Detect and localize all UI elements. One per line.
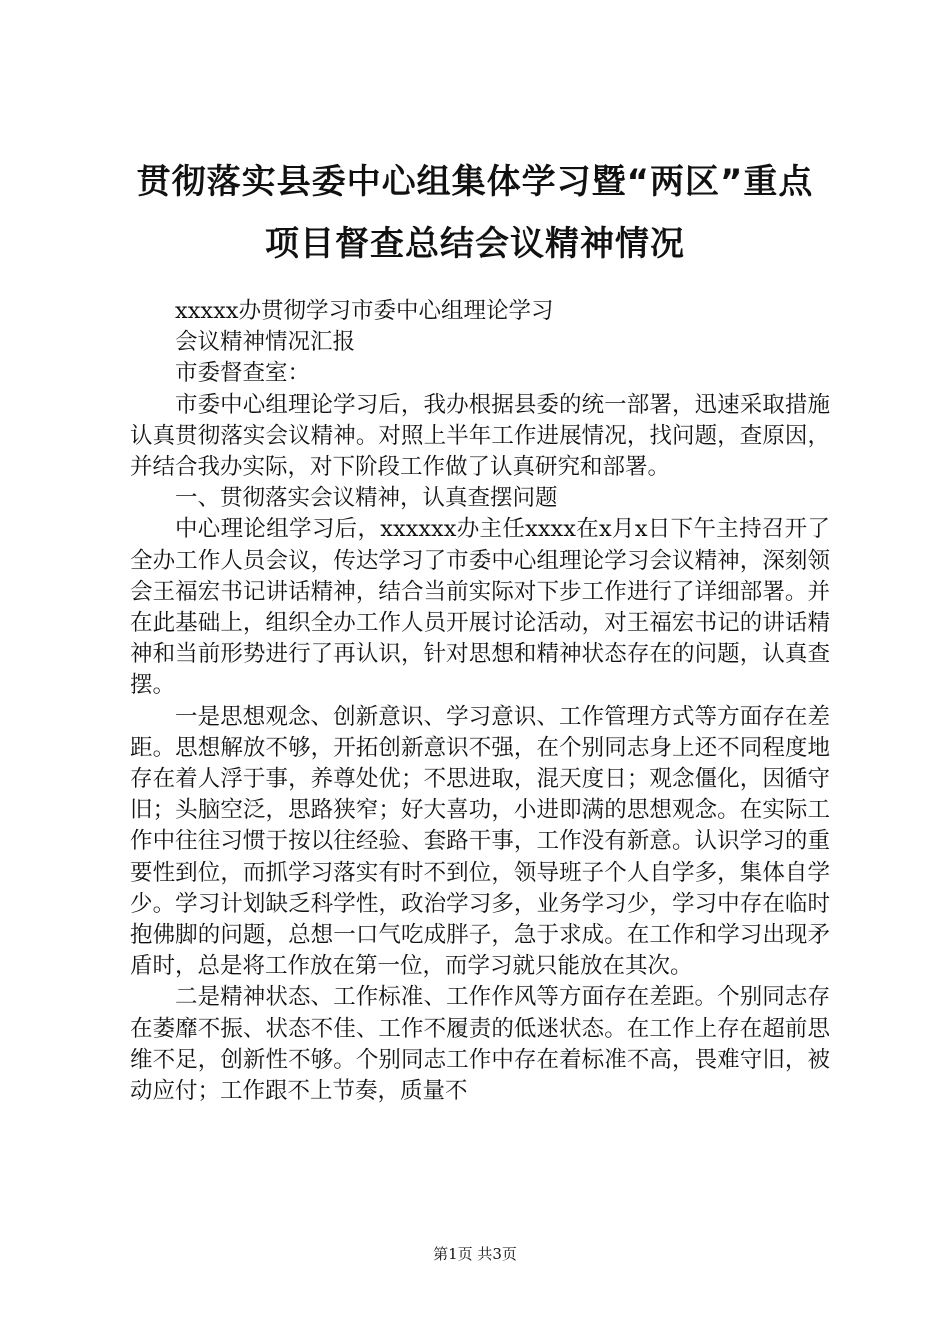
addressee: 市委督查室： [175, 360, 311, 387]
intro-paragraph: 市委中心组理论学习后，我办根据县委的统一部署，迅速采取措施认真贯彻落实会议精神。对照上半年工作进展情况，找问题，查原因，并结合我办实际，对下阶段工作做了认真研究和部署。 [130, 391, 830, 481]
problem-1-paragraph: 一是思想观念、创新意识、学习意识、工作管理方式等方面存在差距。思想解放不够，开拓创新意识不强，在个别同志身上还不同程度地存在着人浮于事，养尊处优；不思进取，混天度日；观念僵化，因循守旧；头脑空泛，思路狭窄；好大喜功，小进即满的思想观念。在实际工作中往往习惯于按以往经验、套路干事，工作没有新意。认识学习的重要性到位，而抓学习落实有时不到位，领导班子个人自学多，集体自学少。学习计划缺乏科学性，政治学习多，业务学习少，学习中存在临时抱佛脚的问题，总想一口气吃成胖子，急于求成。在工作和学习出现矛盾时，总是将工作放在第一位，而学习就只能放在其次。 [130, 703, 830, 980]
section-heading-1: 一、贯彻落实会议精神，认真查摆问题 [175, 485, 558, 512]
document-title-line-1: 贯彻落实县委中心组集体学习暨“两区”重点 [136, 162, 814, 202]
document-title-line-2: 项目督查总结会议精神情况 [265, 224, 685, 264]
page-footer: 第1页 共3页 [433, 1245, 517, 1263]
problem-2-paragraph: 二是精神状态、工作标准、工作作风等方面存在差距。个别同志存在萎靡不振、状态不佳、工作不履责的低迷状态。在工作上存在超前思维不足，创新性不够。个别同志工作中存在着标准不高，畏难守旧，被动应付；工作跟不上节奏，质量不 [130, 984, 830, 1105]
section-1-paragraph: 中心理论组学习后，xxxxxx办主任xxxx在x月x日下午主持召开了全办工作人员会议，传达学习了市委中心组理论学习会议精神，深刻领会王福宏书记讲话精神，结合当前实际对下步工作进行了详细部署。并在此基础上，组织全办工作人员开展讨论活动，对王福宏书记的讲话精神和当前形势进行了再认识，针对思想和精神状态存在的问题，认真查摆。 [130, 516, 830, 699]
report-heading-line-1: xxxxx办贯彻学习市委中心组理论学习 [175, 298, 554, 324]
report-heading-line-2: 会议精神情况汇报 [175, 329, 356, 356]
document-body [130, 296, 830, 1107]
